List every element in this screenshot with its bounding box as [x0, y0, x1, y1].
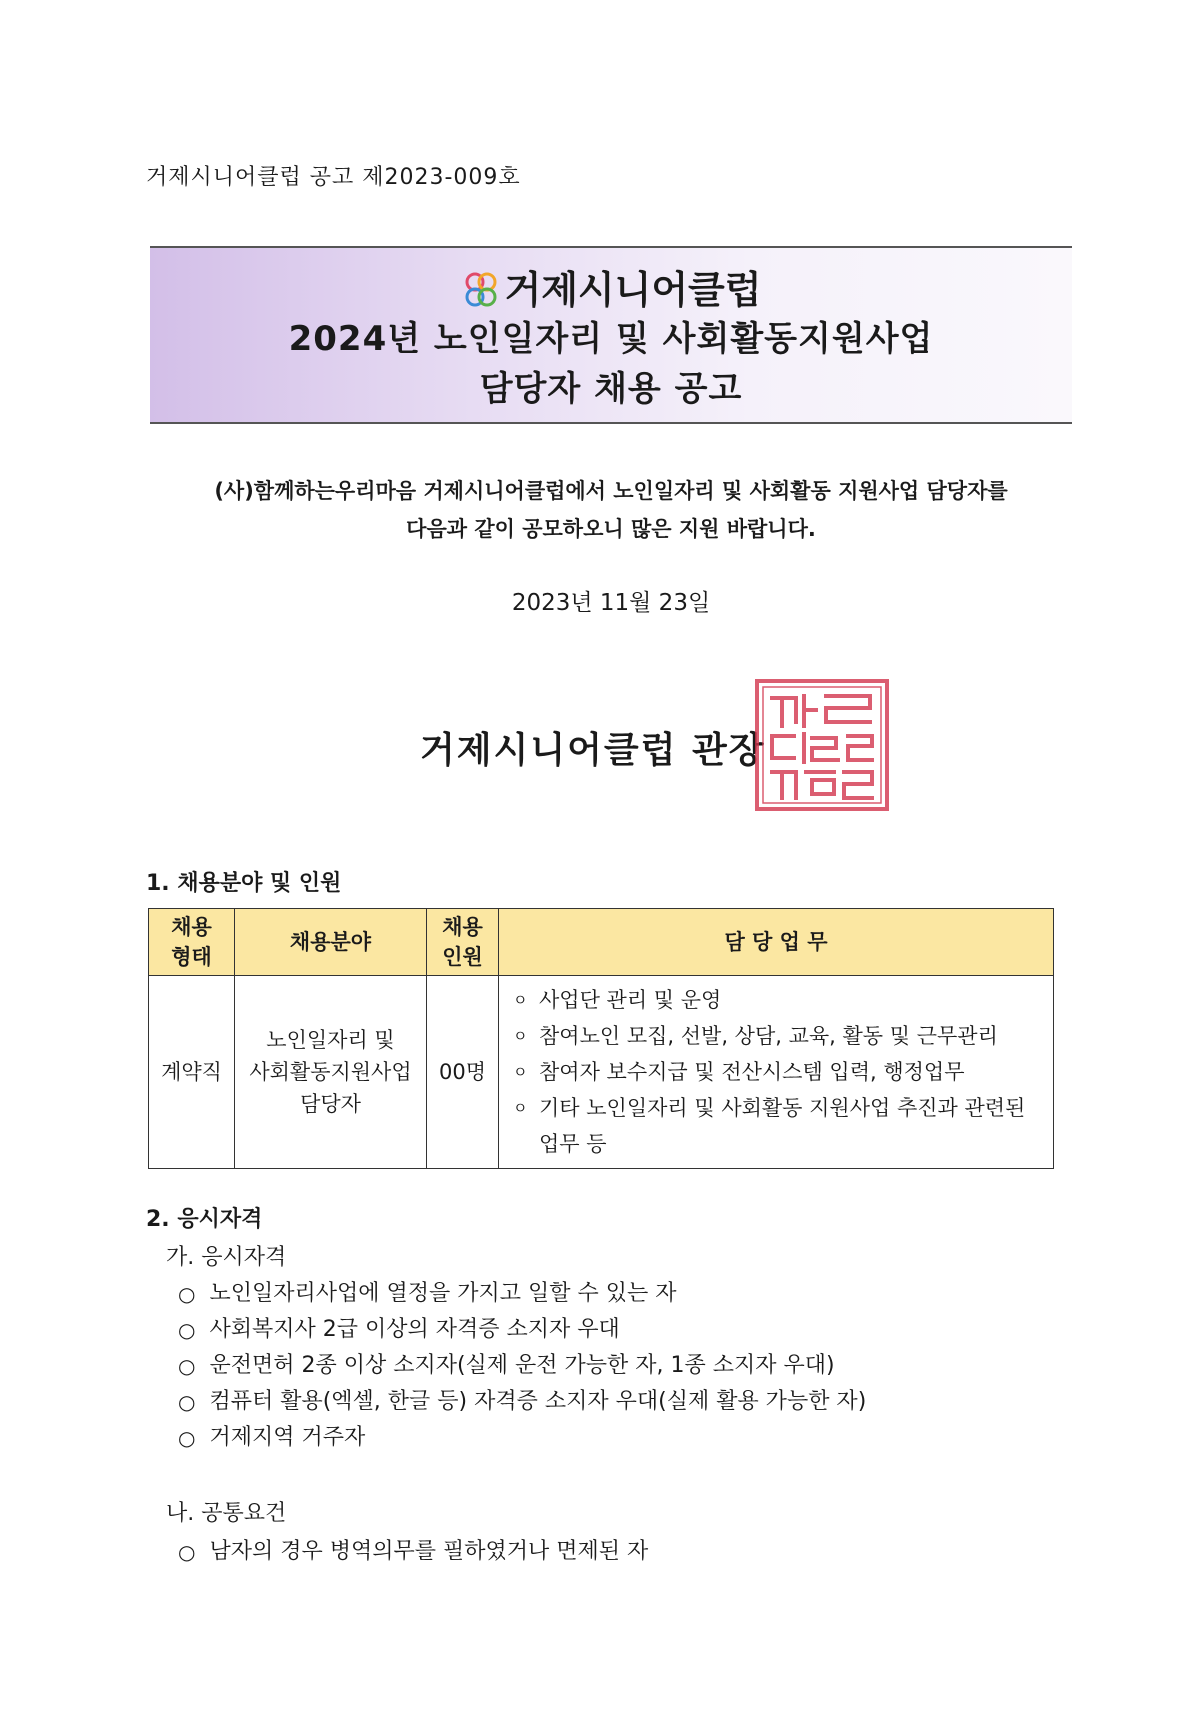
list-item: ○ 사회복지사 2급 이상의 자격증 소지자 우대: [178, 1317, 620, 1342]
subsection-a-title: 가. 응시자격: [166, 1245, 287, 1270]
recruitment-table: [148, 908, 1054, 1169]
list-item: ○ 노인일자리사업에 열정을 가지고 일할 수 있는 자: [178, 1281, 677, 1306]
duty-item: ㅇ 참여노인 모집, 선발, 상담, 교육, 활동 및 근무관리: [513, 1024, 998, 1048]
title-org-name: 거제시니어클럽: [504, 268, 762, 312]
intro-line-1: (사)함께하는우리마음 거제시니어클럽에서 노인일자리 및 사회활동 지원사업 담당자를: [214, 479, 1008, 503]
intro-text: [150, 472, 1072, 548]
section-2-title: 2. 응시자격: [146, 1207, 263, 1232]
director-signature: 거제시니어클럽 관장: [420, 730, 766, 771]
table-row: [149, 976, 1054, 1169]
header-field: 채용분야: [235, 909, 427, 976]
duty-item: ㅇ 사업단 관리 및 운영: [513, 988, 722, 1012]
club-logo-icon: [461, 270, 501, 310]
common-requirements-list: [178, 1534, 648, 1570]
cell-count: 00명: [427, 976, 499, 1169]
title-line-3: 담당자 채용 공고: [479, 369, 743, 409]
list-item: ○ 운전면허 2종 이상 소지자(실제 운전 가능한 자, 1종 소지자 우대): [178, 1353, 835, 1378]
list-item: ○ 남자의 경우 병역의무를 필하였거나 면제된 자: [178, 1539, 649, 1564]
subsection-b-title: 나. 공통요건: [166, 1501, 287, 1526]
list-item: ○ 거제지역 거주자: [178, 1425, 366, 1450]
notice-number: 거제시니어클럽 공고 제2023-009호: [146, 165, 521, 190]
header-employment-type: 채용 형태: [149, 909, 235, 976]
section-1-title: 1. 채용분야 및 인원: [146, 871, 342, 896]
table-header-row: [149, 909, 1054, 976]
duty-item: ㅇ 참여자 보수지급 및 전산시스템 입력, 행정업무: [513, 1060, 965, 1084]
qualification-list: [178, 1276, 866, 1456]
list-item: ○ 컴퓨터 활용(엑셀, 한글 등) 자격증 소지자 우대(실제 활용 가능한 자): [178, 1389, 867, 1414]
intro-line-2: 다음과 같이 공모하오니 많은 지원 바랍니다.: [406, 517, 816, 541]
title-line-2: 2024년 노인일자리 및 사회활동지원사업: [288, 319, 934, 359]
title-org: [461, 268, 762, 312]
cell-duties: [499, 976, 1054, 1169]
header-count: 채용 인원: [427, 909, 499, 976]
cell-field: 노인일자리 및 사회활동지원사업 담당자: [235, 976, 427, 1169]
cell-employment-type: 계약직: [149, 976, 235, 1169]
title-box: [150, 246, 1072, 424]
notice-date: 2023년 11월 23일: [511, 590, 711, 616]
official-seal-stamp: [752, 676, 892, 814]
duty-item: ㅇ 기타 노인일자리 및 사회활동 지원사업 추진과 관련된 업무 등: [513, 1096, 1026, 1156]
header-duties: 담 당 업 무: [499, 909, 1054, 976]
